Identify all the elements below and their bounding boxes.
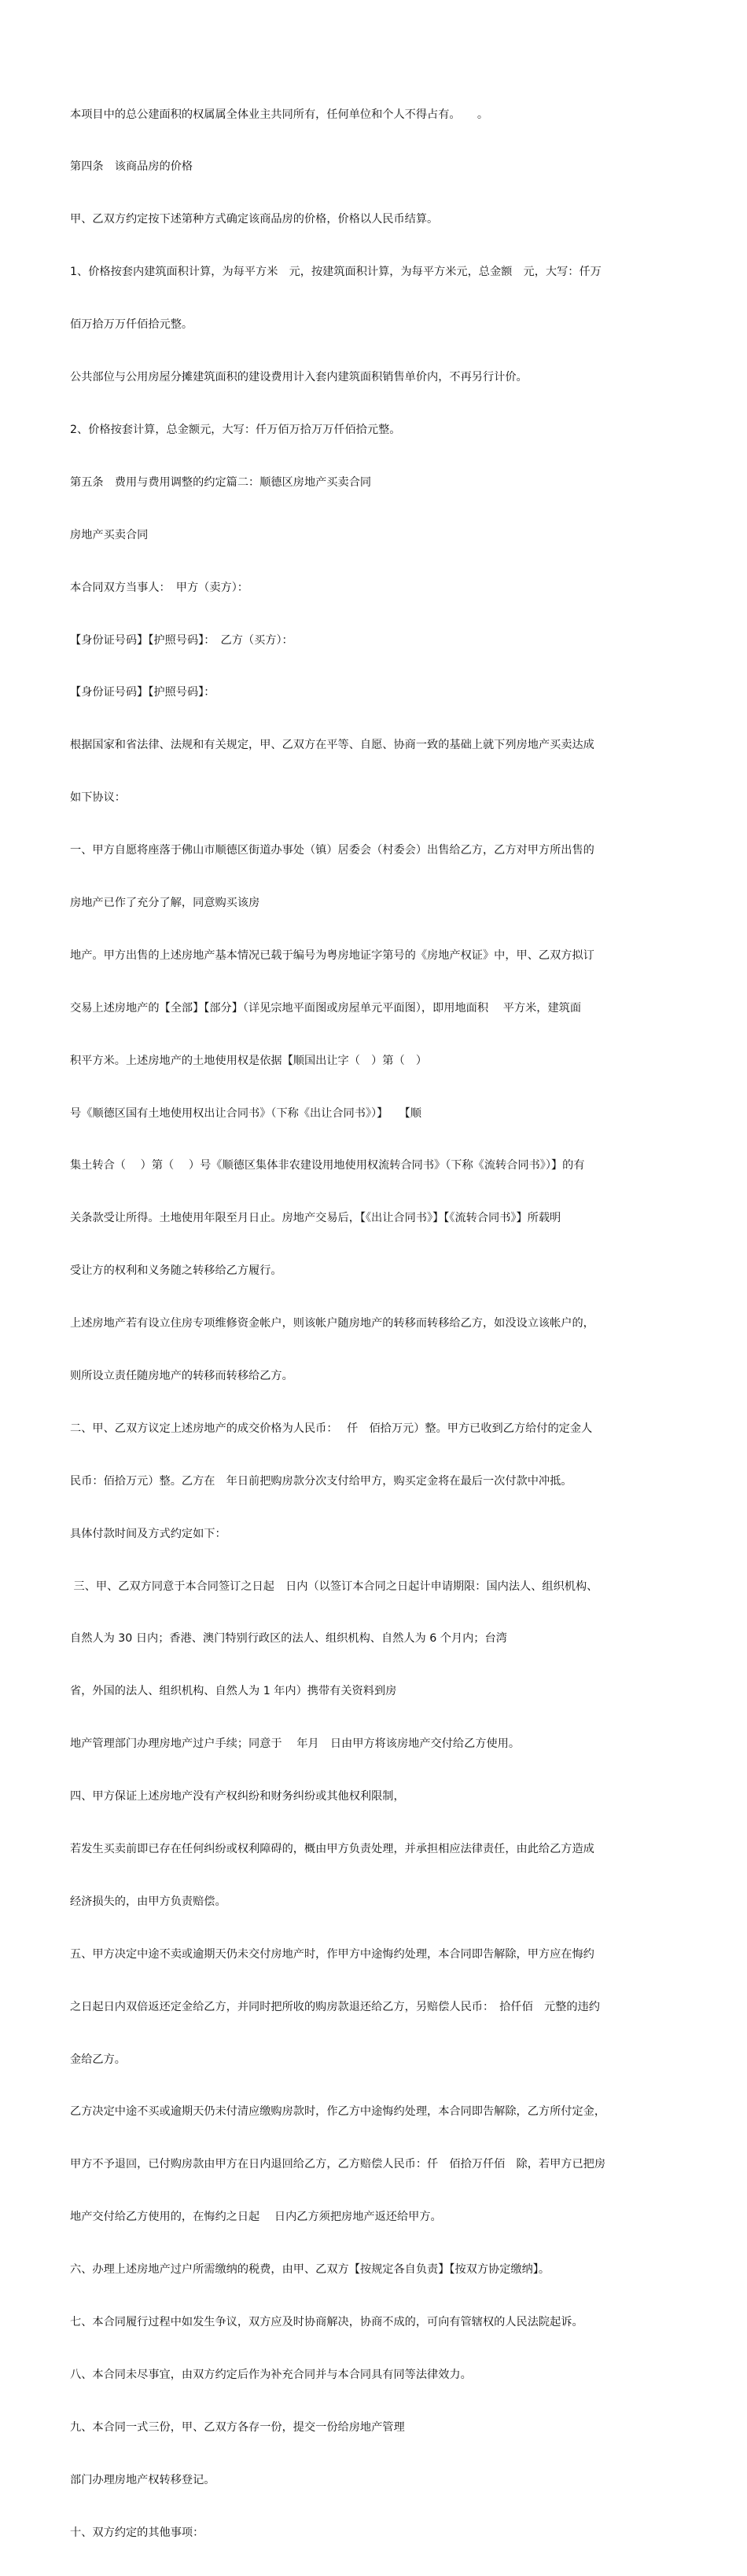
clause-line: 五、甲方决定中途不卖或逾期天仍未交付房地产时，作甲方中途悔约处理，本合同即告解除，甲方应在悔约: [70, 1947, 594, 1961]
text-line: 如下协议：: [70, 791, 126, 805]
text-line: 【身份证号码】【护照号码】：: [70, 686, 215, 699]
text-line: 甲方不予退回，已付购房款由甲方在日内退回给乙方，乙方赔偿人民币：仟 佰拾万仟佰 除，若甲方已把房: [70, 2158, 606, 2171]
section-heading: 第五条 费用与费用调整的约定篇二：顺德区房地产买卖合同: [70, 475, 372, 489]
text-line: 积平方米。上述房地产的土地使用权是依据【顺国出让字（ ）第（ ）: [70, 1054, 428, 1067]
text-line: 民币：佰拾万元）整。乙方在 年日前把购房款分次支付给甲方，购买定金将在最后一次付款中冲抵。: [70, 1474, 572, 1488]
text-line: 根据国家和省法律、法规和有关规定，甲、乙双方在平等、自愿、协商一致的基础上就下列房地产买卖达成: [70, 739, 594, 752]
document-title: 房地产买卖合同: [70, 528, 149, 541]
clause-line: 二、甲、乙双方议定上述房地产的成交价格为人民币： 仟 佰拾万元）整。甲方已收到乙方给付的定金人: [70, 1422, 593, 1435]
text-line: 佰万拾万万仟佰拾元整。: [70, 318, 193, 332]
text-line: 乙方决定中途不买或逾期天仍未付清应缴购房款时，作乙方中途悔约处理，本合同即告解除，乙方所付定金，: [70, 2105, 606, 2119]
text-line: 【身份证号码】【护照号码】： 乙方（买方）：: [70, 633, 293, 647]
section-heading: 第四条 该商品房的价格: [70, 160, 193, 174]
text-line: 甲、乙双方约定按下述第种方式确定该商品房的价格，价格以人民币结算。: [70, 213, 439, 226]
contract-text-body: [70, 71, 683, 2576]
text-line: 上述房地产若有设立住房专项维修资金帐户，则该帐户随房地产的转移而转移给乙方，如没设立该帐户的，: [70, 1317, 594, 1330]
text-line: 则所设立责任随房地产的转移而转移给乙方。: [70, 1369, 293, 1382]
text-line: 号《顺德区国有土地使用权出让合同书》（下称《出让合同书》）】 【顺: [70, 1106, 421, 1120]
text-line: 交易上述房地产的【全部】【部分】（详见宗地平面图或房屋单元平面图），即用地面积 平方米，建筑面: [70, 1001, 582, 1015]
text-line: 地产交付给乙方使用的，在悔约之日起 日内乙方须把房地产返还给甲方。: [70, 2211, 442, 2224]
text-line: 具体付款时间及方式约定如下：: [70, 1527, 226, 1540]
text-line: 若发生买卖前即已存在任何纠纷或权利障碍的，概由甲方负责处理，并承担相应法律责任，由此给乙方造成: [70, 1842, 594, 1855]
text-line: 之日起日内双倍返还定金给乙方，并同时把所收的购房款退还给乙方，另赔偿人民币： 拾仟佰 元整的违约: [70, 2000, 600, 2013]
text-line: 经济损失的，由甲方负责赔偿。: [70, 1895, 226, 1908]
text-line: 金给乙方。: [70, 2053, 126, 2066]
text-line: 公共部位与公用房屋分摊建筑面积的建设费用计入套内建筑面积销售单价内，不再另行计价。: [70, 371, 528, 384]
text-line: 地产。甲方出售的上述房地产基本情况已载于编号为粤房地证字第号的《房地产权证》中，甲、乙双方拟订: [70, 949, 594, 962]
clause-line: 十、双方约定的其他事项：: [70, 2526, 204, 2539]
text-line: 2、价格按套计算，总金额元，大写：仟万佰万拾万万仟佰拾元整。: [70, 423, 401, 436]
text-line: 地产管理部门办理房地产过户手续；同意于 年月 日由甲方将该房地产交付给乙方使用。: [70, 1738, 521, 1751]
text-line: 部门办理房地产权转移登记。: [70, 2473, 215, 2486]
clause-line: 九、本合同一式三份，甲、乙双方各存一份，提交一份给房地产管理: [70, 2420, 405, 2434]
clause-line: 四、甲方保证上述房地产没有产权纠纷和财务纠纷或其他权利限制，: [70, 1790, 405, 1804]
clause-line: 一、甲方自愿将座落于佛山市顺德区街道办事处（镇）居委会（村委会）出售给乙方，乙方对甲方所出售的: [70, 844, 594, 857]
clause-line: 八、本合同未尽事宜，由双方约定后作为补充合同并与本合同具有同等法律效力。: [70, 2368, 472, 2381]
text-line: 自然人为 30 日内；香港、澳门特别行政区的法人、组织机构、自然人为 6 个月内；台湾: [70, 1632, 507, 1646]
text-line: 关条款受让所得。土地使用年限至月日止。房地产交易后，【《出让合同书》】【《流转合同书》】所载明: [70, 1212, 561, 1225]
clause-line: 七、本合同履行过程中如发生争议，双方应及时协商解决，协商不成的，可向有管辖权的人民法院起诉。: [70, 2316, 583, 2328]
text-line: 1、价格按套内建筑面积计算，为每平方米 元，按建筑面积计算，为每平方米元，总金额 元，大写：仟万: [70, 266, 602, 279]
text-line: 省，外国的法人、组织机构、自然人为 1 年内）携带有关资料到房: [70, 1685, 397, 1698]
text-line: 集土转合（ ）第（ ）号《顺德区集体非农建设用地使用权流转合同书》（下称《流转合同书》）】的有: [70, 1159, 585, 1172]
clause-line: 六、办理上述房地产过户所需缴纳的税费，由甲、乙双方【按规定各自负责】【按双方协定缴纳】。: [70, 2263, 550, 2277]
clause-line: 三、甲、乙双方同意于本合同签订之日起 日内（以签订本合同之日起计申请期限：国内法人、组织机构、: [70, 1580, 598, 1593]
text-line: 本项目中的总公建面积的权属属全体业主共同所有，任何单位和个人不得占有。 。: [70, 108, 489, 121]
text-line: 本合同双方当事人： 甲方（卖方）：: [70, 581, 248, 594]
text-line: 受让方的权利和义务随之转移给乙方履行。: [70, 1264, 282, 1278]
text-line: 房地产已作了充分了解，同意购买该房: [70, 896, 260, 909]
